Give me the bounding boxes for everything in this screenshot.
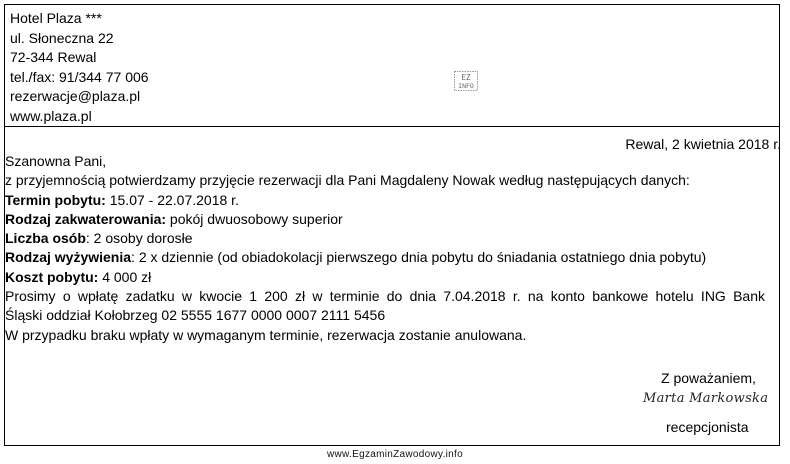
closing-salutation: Z poważaniem, xyxy=(661,370,756,386)
detail-label: Koszt pobytu: xyxy=(5,268,99,285)
detail-value: : 2 osoby dorosłe xyxy=(85,230,193,247)
detail-value: 15.07 - 22.07.2018 r. xyxy=(105,191,239,208)
hotel-street: ul. Słoneczna 22 xyxy=(10,29,114,46)
signer-role: recepcjonista xyxy=(666,419,749,435)
detail-label: Liczba osób xyxy=(5,230,86,247)
detail-value: pokój dwuosobowy superior xyxy=(166,210,343,227)
hotel-website: www.plaza.pl xyxy=(10,107,92,124)
detail-stay-cost xyxy=(5,268,765,287)
detail-stay-dates xyxy=(5,191,765,210)
detail-value: 4 000 zł xyxy=(98,268,152,285)
payment-request-line2: Śląski oddział Kołobrzeg 02 5555 1677 0000 0007 2111 5456 xyxy=(5,307,386,324)
letterhead xyxy=(5,5,779,127)
hotel-email: rezerwacje@plaza.pl xyxy=(10,88,141,104)
hotel-postal-city: 72-344 Rewal xyxy=(10,49,97,65)
detail-label: Termin pobytu: xyxy=(5,191,106,208)
svg-text:INFO: INFO xyxy=(458,82,474,90)
detail-label: Rodzaj wyżywienia xyxy=(5,249,132,266)
cancellation-notice: W przypadku braku wpłaty w wymaganym terminie, rezerwacja zostanie anulowana. xyxy=(5,326,527,343)
letter-body xyxy=(5,152,765,345)
hotel-name: Hotel Plaza *** xyxy=(10,10,102,26)
svg-text:EZ: EZ xyxy=(461,73,471,82)
source-watermark: www.EgzaminZawodowy.info xyxy=(327,449,463,460)
payment-request-line1: Prosimy o wpłatę zadatku w kwocie 1 200 zł w terminie do dnia 7.04.2018 r. na konto bankowe hotelu ING Bank xyxy=(5,288,765,305)
detail-room-type xyxy=(5,210,765,229)
detail-value: : 2 x dziennie (od obiadokolacji pierwszego dnia pobytu do śniadania ostatniego dnia pobytu) xyxy=(131,249,707,266)
handwritten-signature: Marta Markowska xyxy=(643,391,769,406)
letter-date: Rewal, 2 kwietnia 2018 r. xyxy=(625,136,781,152)
greeting: Szanowna Pani, xyxy=(5,153,107,169)
detail-label: Rodzaj zakwaterowania: xyxy=(5,210,167,227)
hotel-address-block xyxy=(10,9,149,126)
intro-text: z przyjemnością potwierdzamy przyjęcie rezerwacji dla Pani Magdaleny Nowak według następujących danych: xyxy=(5,172,690,189)
hotel-phone: tel./fax: 91/344 77 006 xyxy=(10,68,149,85)
detail-guest-count xyxy=(5,229,765,248)
detail-meal-plan xyxy=(5,248,765,267)
ezinfo-logo-icon xyxy=(454,71,478,91)
